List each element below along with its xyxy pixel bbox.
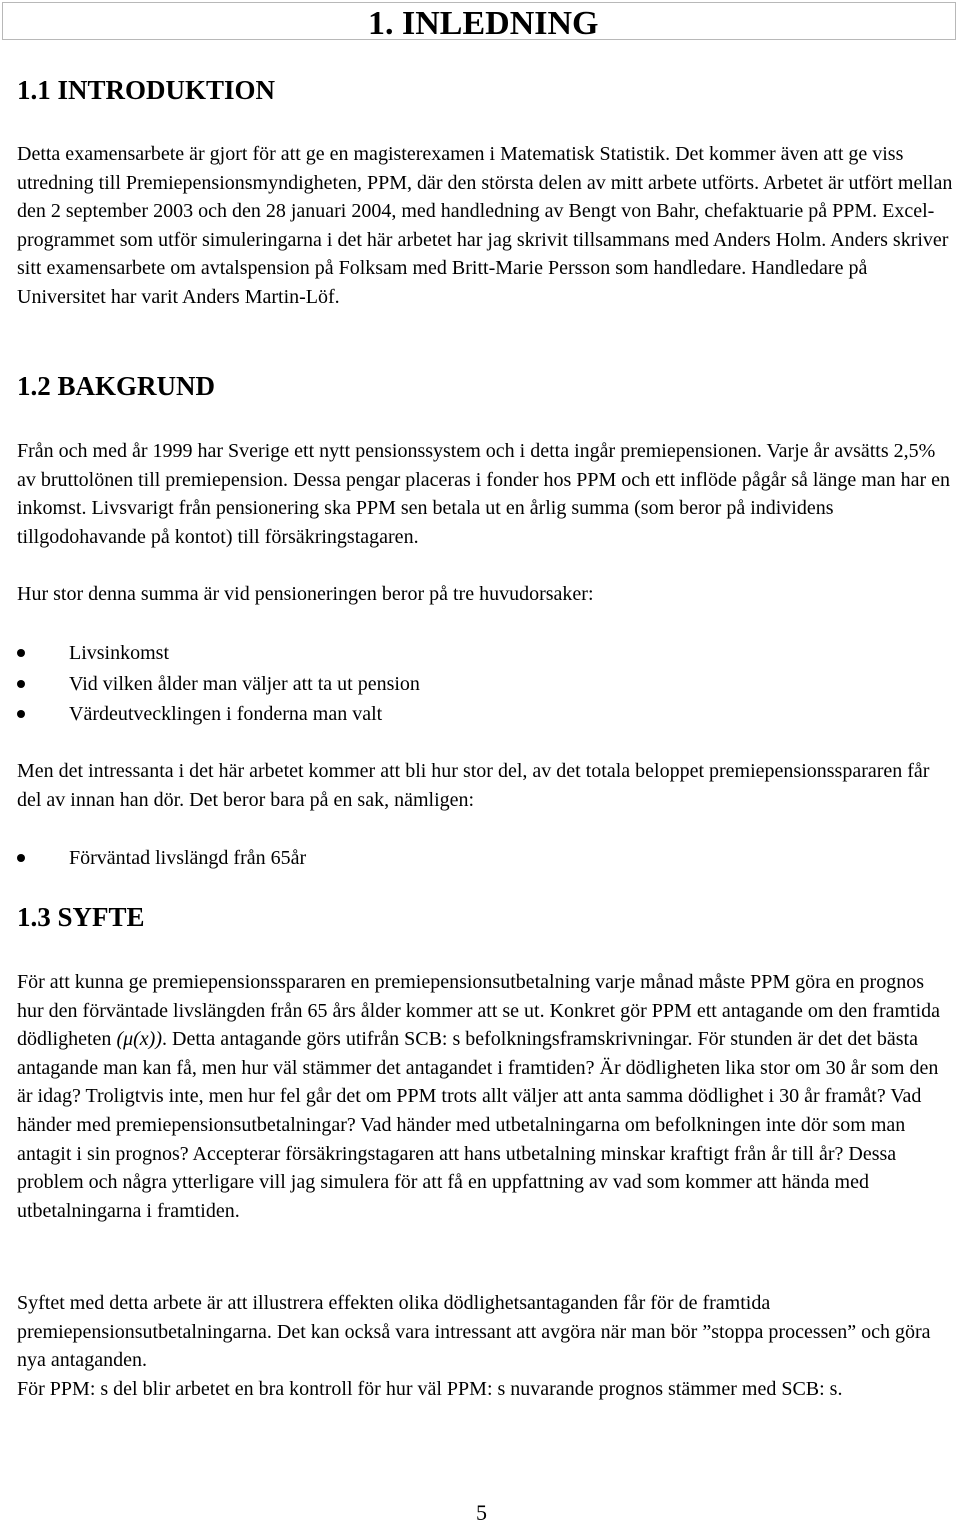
bullet-list-expectancy [17,843,306,874]
bullet-icon [17,710,25,718]
section-heading-bakgrund: 1.2 BAKGRUND [17,371,216,401]
bullet-icon [17,680,25,688]
list-item: Vid vilken ålder man väljer att ta ut pension [17,669,420,700]
bullet-list-factors [17,638,420,730]
section-heading-introduktion: 1.1 INTRODUKTION [17,75,276,105]
section-heading-syfte: 1.3 SYFTE [17,902,145,932]
background-paragraph-1: Från och med år 1999 har Sverige ett nytt pensionssystem och i detta ingår premiepensionen. Varje år avsätts 2,5% av bruttolönen till premiepension. Dessa pengar placeras i fonder hos PPM och ett inflöde pågår så länge man har en inkomst. Livsvarigt från pensionering ska PPM sen betala ut en årlig summa (som beror på individens tillgodohavande på kontot) till försäkringstagaren. [17,440,951,548]
purpose-paragraph-1: För att kunna ge premiepensionsspararen en premiepensionsutbetalning varje månad måste PPM göra en prognos hur den förväntade livslängden från 65 års ålder kommer att se ut. Konkret gör PPM ett antagande om den framtida dödligheten (μ(x)). Detta antagande görs utifrån SCB: s befolkningsframskrivningar. För stunden är det det bästa antagande man kan få, men hur väl stämmer det antagandet i framtiden? Är dödligheten lika stor om 30 år som den är idag? Troligtvis inte, men hur fel går det om PPM trots allt väljer att anta samma dödlighet i 30 år framåt? Vad händer med premiepensionsutbetalningar? Vad händer med utbetalningarna om befolkningen inte dör som man antagit i sin prognos? Accepterar försäkringstagaren att hans utbetalning minskar kraftigt från år till år? Dessa problem och några ytterligare vill jag simulera för att få en uppfattning av vad som kommer att hända med utbetalningarna i framtiden. [17,971,941,1222]
chapter-title: 1. INLEDNING [368,5,599,42]
list-item: Förväntad livslängd från 65år [17,843,306,874]
background-paragraph-3: Men det intressanta i det här arbetet kommer att bli hur stor del, av det totala beloppet premiepensionsspararen får del av innan han dör. Det beror bara på en sak, nämligen: [17,760,930,811]
background-paragraph-2: Hur stor denna summa är vid pensioneringen beror på tre huvudorsaker: [17,583,594,605]
purpose-paragraph-3: För PPM: s del blir arbetet en bra kontroll för hur väl PPM: s nuvarande prognos stämmer med SCB: s. [17,1378,843,1400]
purpose-paragraph-2: Syftet med detta arbete är att illustrera effekten olika dödlighetsantaganden får för de framtida premiepensionsutbetalningarna. Det kan också vara intressant att avgöra när man bör ”stoppa processen” och göra nya antaganden. [17,1292,931,1372]
mortality-formula: (μ(x)) [116,1028,162,1051]
list-item: Värdeutvecklingen i fonderna man valt [17,699,420,730]
bullet-icon [17,649,25,657]
page-number: 5 [476,1500,487,1525]
list-item: Livsinkomst [17,638,420,669]
intro-paragraph: Detta examensarbete är gjort för att ge en magisterexamen i Matematisk Statistik. Det kommer även att ge viss utredning till Premiepensionsmyndigheten, PPM, där den största delen av mitt arbete utförts. Arbetet är utfört mellan den 2 september 2003 och den 28 januari 2004, med handledning av Bengt von Bahr, chefaktuarie på PPM. Excel-programmet som utför simuleringarna i det här arbetet har jag skrivit tillsammans med Anders Holm. Anders skriver sitt examensarbete om avtalspension på Folksam med Britt-Marie Persson som handledare. Handledare på Universitet har varit Anders Martin-Löf. [17,143,953,308]
bullet-icon [17,854,25,862]
